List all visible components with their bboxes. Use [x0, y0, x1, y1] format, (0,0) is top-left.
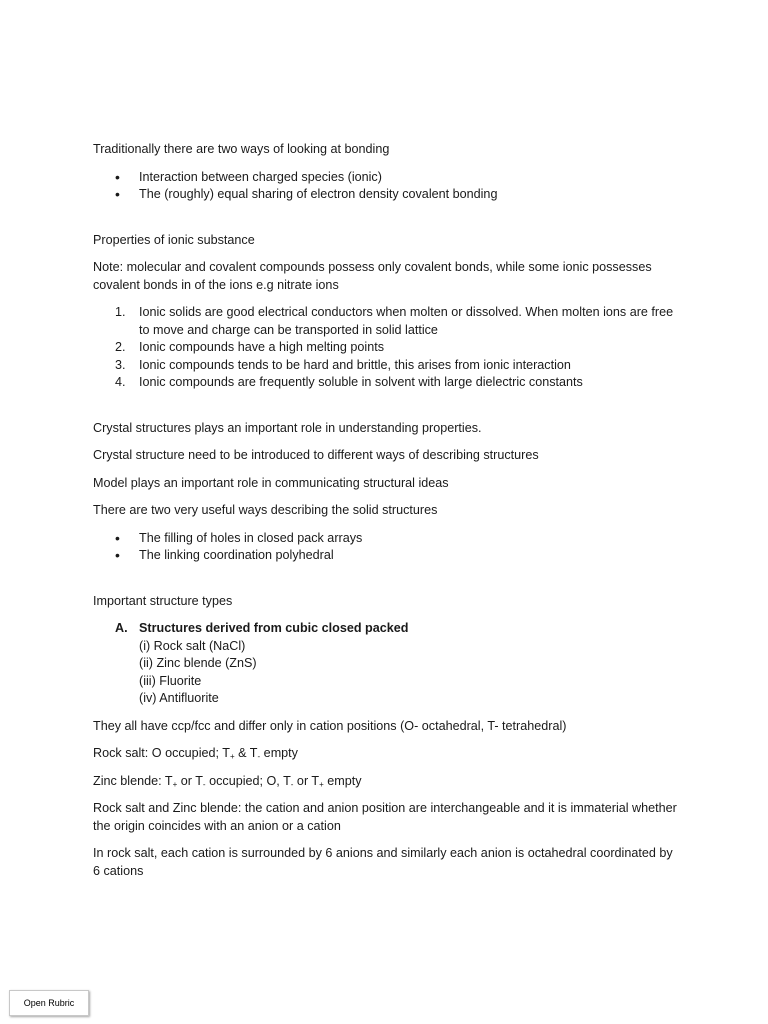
- solid-structure-bullet-list: [93, 530, 683, 565]
- list-item: [115, 374, 683, 392]
- list-item: • The linking coordination polyhedral: [139, 547, 683, 565]
- structure-section-list: [93, 620, 683, 708]
- sub-item: (ii) Zinc blende (ZnS): [139, 656, 257, 670]
- list-item: [115, 304, 683, 339]
- intro-heading: Traditionally there are two ways of looking at bonding: [93, 142, 390, 156]
- list-text: Ionic compounds tends to be hard and brittle, this arises from ionic interaction: [139, 357, 571, 372]
- interchange-paragraph: Rock salt and Zinc blende: the cation and anion position are interchangeable and it is immaterial whether the origin coincides with an anion or a cation: [93, 801, 677, 833]
- bonding-bullet-list: [93, 169, 683, 204]
- structure-sub-list: [139, 638, 683, 708]
- list-text: Ionic compounds have a high melting points: [139, 340, 385, 354]
- list-item: [115, 620, 683, 708]
- list-item: • The filling of holes in closed pack arrays: [139, 530, 683, 548]
- list-number: 2.: [115, 340, 126, 354]
- properties-heading: Properties of ionic substance: [93, 232, 255, 247]
- structure-types-heading: Important structure types: [93, 593, 233, 608]
- section-title: Structures derived from cubic closed packed: [139, 621, 409, 635]
- coordination-paragraph: In rock salt, each cation is surrounded by 6 anions and similarly each anion is octahedral coordinated by 6 cations: [93, 846, 673, 878]
- list-text: Ionic compounds are frequently soluble in solvent with large dielectric constants: [139, 375, 583, 389]
- open-rubric-button[interactable]: Open Rubric: [9, 990, 89, 1016]
- list-item: • The (roughly) equal sharing of electron density covalent bonding: [139, 186, 683, 204]
- spacer: [93, 214, 683, 232]
- crystal-paragraph-1: Crystal structures plays an important role in understanding properties.: [93, 420, 482, 435]
- crystal-paragraph-4: There are two very useful ways describing the solid structures: [93, 503, 438, 517]
- list-number: 3.: [115, 357, 126, 372]
- sub-item: (i) Rock salt (NaCl): [139, 638, 246, 653]
- list-number: 4.: [115, 375, 126, 389]
- ccp-paragraph: They all have ccp/fcc and differ only in cation positions (O- octahedral, T- tetrahedral): [93, 718, 567, 733]
- zinc-blende-paragraph: Zinc blende: $T_+$ or $T_-$ occupied; O, $T_-$ or $T_+$ empty: [93, 773, 362, 789]
- properties-note: Note: molecular and covalent compounds possess only covalent bonds, while some ionic possesses covalent bonds in of the ions e.g nitrate ions: [93, 260, 652, 292]
- crystal-paragraph-3: Model plays an important role in communicating structural ideas: [93, 475, 449, 490]
- list-number: 1.: [115, 305, 126, 319]
- spacer: [93, 402, 683, 420]
- sub-item: (iii) Fluorite: [139, 673, 202, 688]
- sub-item: (iv) Antifluorite: [139, 691, 219, 705]
- list-item: • Interaction between charged species (ionic): [139, 169, 683, 187]
- section-letter: A.: [115, 621, 128, 635]
- crystal-paragraph-2: Crystal structure need to be introduced to different ways of describing structures: [93, 448, 539, 462]
- list-item: [115, 357, 683, 375]
- document-page: [93, 141, 683, 890]
- spacer: [93, 575, 683, 593]
- list-text: Ionic solids are good electrical conductors when molten or dissolved. When molten ions are free to move and charge can be transported in solid lattice: [139, 305, 674, 337]
- list-item: [115, 339, 683, 357]
- rock-salt-paragraph: Rock salt: O occupied; $T_+$ & $T_-$ empty: [93, 746, 298, 761]
- properties-numbered-list: [93, 304, 683, 392]
